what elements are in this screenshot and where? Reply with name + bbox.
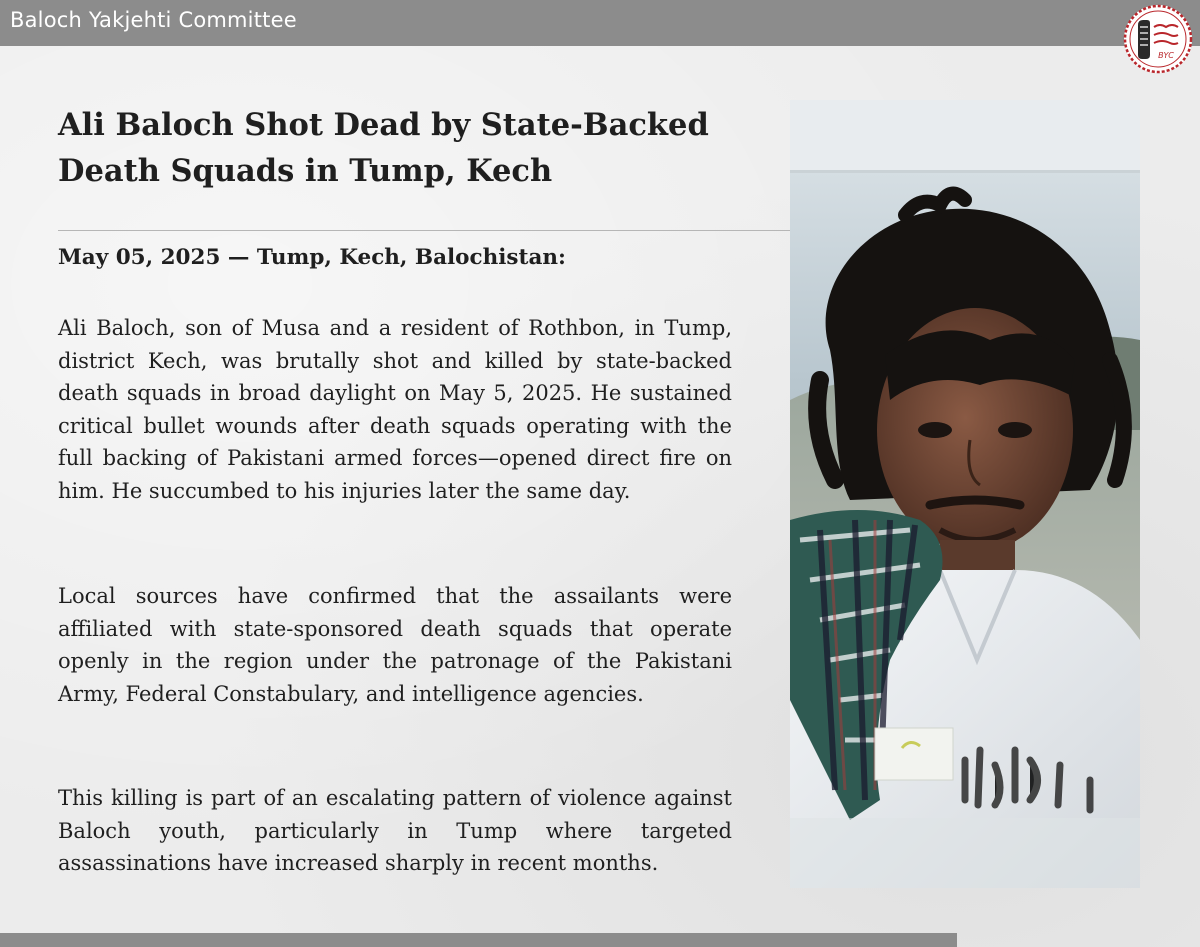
article-paragraph: Ali Baloch, son of Musa and a resident of Rothbon, in Tump, district Kech, was brutally shot and killed by state-backed death squads in broad daylight on May 5, 2025. He sustained critical bullet wounds after death squads operating with the full backing of Pakistani armed forces—opened direct fire on him. He succumbed to his injuries later the same day. [58, 316, 732, 503]
logo-text: BYC [1158, 51, 1174, 60]
article-paragraph: Local sources have confirmed that the assailants were affiliated with state-sponsored death squads that operate openly in the region under the patronage of the Pakistani Army, Federal Constabulary, and intelligence agencies. [58, 584, 732, 706]
article-paragraph: This killing is part of an escalating pattern of violence against Baloch youth, particularly in Tump where targeted assassinations have increased sharply in recent months. [58, 786, 732, 875]
footer-bar [0, 933, 957, 947]
organization-name: Baloch Yakjehti Committee [10, 8, 297, 32]
title-line-2: Death Squads in Tump, Kech [58, 153, 553, 189]
victim-photo [790, 100, 1140, 888]
portrait-illustration [790, 100, 1140, 888]
title-divider [58, 230, 795, 231]
article-title [58, 102, 758, 194]
byc-logo-icon [1122, 3, 1194, 75]
title-line-1: Ali Baloch Shot Dead by State-Backed [58, 107, 709, 143]
dateline: May 05, 2025 — Tump, Kech, Balochistan: [58, 245, 566, 270]
header-bar [0, 0, 1200, 46]
